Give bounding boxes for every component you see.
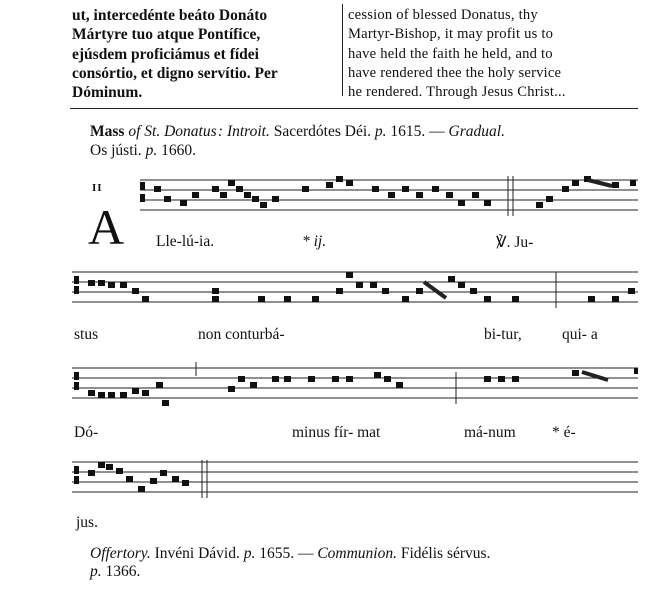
communion-page: 1366. <box>105 563 141 580</box>
latin-line: ejúsdem proficiámus et fídei <box>72 45 259 63</box>
introit-page: 1615. — <box>390 123 445 140</box>
gradual-text: Os jústi. <box>90 142 142 159</box>
lyric-manum: má-num <box>464 424 516 441</box>
chant-initial: A <box>88 199 125 255</box>
english-line: cession of blessed Donatus, thy <box>348 7 538 23</box>
introit-text: Sacerdótes Déi. <box>273 123 372 140</box>
lyric-quia: qui- a <box>562 326 598 343</box>
offertory-text: Invéni Dávid. <box>154 545 240 562</box>
latin-line: Mártyre tuo atque Pontífice, <box>72 26 261 44</box>
section-rule <box>70 108 638 109</box>
chant-staff-1 <box>72 172 638 222</box>
communion-label: Communion. <box>317 545 397 562</box>
latin-prayer-text <box>72 6 334 102</box>
mass-word: Mass <box>90 123 125 140</box>
chant-staff-2 <box>72 268 638 312</box>
chant-staff-3 <box>72 362 638 412</box>
column-divider <box>342 4 343 96</box>
lyric-versicle-ju: ℣. Ju- <box>496 234 534 251</box>
offertory-page: 1655. — <box>259 545 314 562</box>
lyric-bitur: bi-tur, <box>484 326 522 343</box>
gradual-page-p: p. <box>145 142 158 159</box>
communion-page-p: p. <box>90 563 102 580</box>
lyric-non-conturba: non conturbá- <box>198 326 285 343</box>
gradual-label: Gradual. <box>448 123 505 140</box>
lyric-e: * é- <box>552 424 576 441</box>
chant-mode: II <box>92 182 103 194</box>
english-prayer-text <box>348 6 636 102</box>
latin-line: consórtio, et digno servítio. Per <box>72 64 278 82</box>
of-saint: of St. Donatus <box>128 123 217 140</box>
lyric-stus: stus <box>74 326 99 343</box>
lyric-ij: * ij. <box>302 233 327 250</box>
english-line: have held the faith he held, and to <box>348 45 553 62</box>
chant-staff-4 <box>72 456 638 502</box>
lyric-minus-firmat: minus fír- mat <box>292 424 381 441</box>
english-line: Martyr-Bishop, it may profit us to <box>348 26 554 43</box>
english-line: he rendered. Through Jesus Christ... <box>348 84 566 101</box>
offertory-label: Offertory. <box>90 545 151 562</box>
introit-label: Introit. <box>226 123 270 140</box>
offertory-page-p: p. <box>243 545 256 562</box>
mass-heading: Mass of St. Donatus : Introit. Sacerdótes Déi. p. 1615. — Gradual. Os jústi. p. 1660. <box>90 123 505 159</box>
latin-line: Dóminum. <box>72 84 143 102</box>
gradual-page: 1660. <box>161 142 196 159</box>
english-line: have rendered thee the holy service <box>348 64 562 81</box>
lyric-jus: jus. <box>76 514 98 531</box>
lyric-do: Dó- <box>74 424 99 441</box>
lyric-alleluia: Lle-lú-ia. <box>156 233 215 250</box>
offertory-communion <box>90 545 638 581</box>
introit-page-p: p. <box>374 123 387 140</box>
latin-line: ut, intercedénte beáto Donáto <box>72 7 268 24</box>
communion-text: Fidélis sérvus. <box>400 545 491 562</box>
